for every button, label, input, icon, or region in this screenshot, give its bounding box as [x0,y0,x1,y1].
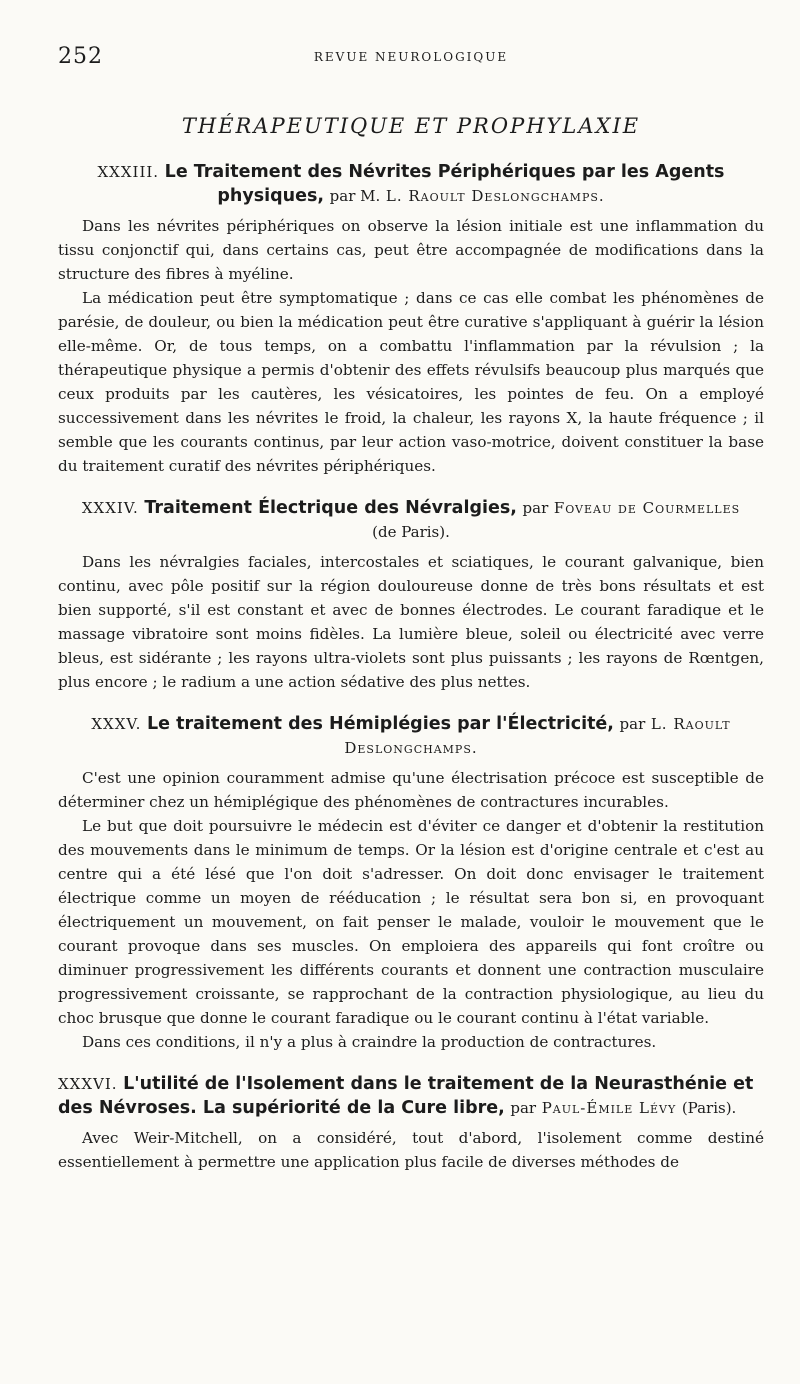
article-heading [58,160,764,208]
paragraph: Avec Weir-Mitchell, on a considéré, tout d'abord, l'isolement comme destiné essentiellement à permettre une application plus facile de diverses méthodes de [58,1129,764,1171]
paragraph: Dans ces conditions, il n'y a plus à craindre la production de contractures. [82,1033,657,1051]
journal-page [58,44,764,1192]
article-number: XXXV. [91,715,142,733]
paragraph: Le but que doit poursuivre le médecin est d'éviter ce danger et d'obtenir la restitution des mouvements dans le minimum de temps. Or la lésion est d'origine centrale et c'est au centre qui a été lésé que l'on doit s'adresser. On doit donc envisager le traitement électrique comme un moyen de rééducation ; le résultat sera bon si, en provoquant électriquement un mouvement, on fait penser le malade, vouloir le mouvement que le courant provoque dans ses muscles. On emploiera des appareils qui font croître ou diminuer progressivement les différents courants et donnent une contraction musculaire progressivement croissante, se rapprochant de la contraction physiologique, au lieu du choc brusque que donne le courant faradique ou le courant continu à l'état variable. [58,817,764,1027]
article-heading [58,496,764,544]
article-by: par [619,715,646,733]
article-number: XXXVI. [58,1075,118,1093]
paragraph: Dans les névralgies faciales, intercostales et sciatiques, le courant galvanique, bien continu, avec pôle positif sur la région douloureuse donne de très bons résultats et est bien supporté, s'il est constant et avec de bonnes électrodes. Le courant faradique et le massage vibratoire sont moins fidèles. La lumière bleue, soleil ou électricité avec verre bleus, est sidérante ; les rayons ultra-violets sont plus puissants ; les rayons de Rœntgen, plus encore ; le radium a une action sédative des plus nettes. [58,553,764,691]
article-by: par M. [329,187,381,205]
article-title: Traitement Électrique des Névralgies, [144,498,517,518]
running-header [58,44,764,74]
article-title: Le Traitement des Névrites Périphériques par les Agents physiques, [164,162,725,206]
article-number: XXXIII. [97,163,160,181]
article-author: L. Raoult Deslongchamps. [344,715,731,757]
journal-title: REVUE NEUROLOGIQUE [313,50,509,64]
article-xxxv [58,712,764,1054]
article-affiliation: (de Paris). [372,523,450,541]
article-xxxvi [58,1072,764,1174]
article-title: Le traitement des Hémiplégies par l'Électricité, [146,714,614,734]
paragraph: C'est une opinion couramment admise qu'une électrisation précoce est susceptible de déterminer chez un hémiplégique des phénomènes de contractures incurables. [58,769,764,811]
article-author: Foveau de Courmelles [553,499,741,517]
article-author: Paul-Émile Lévy [541,1099,677,1117]
article-by: par [522,499,549,517]
article-heading [58,712,764,760]
article-xxxiii [58,160,764,478]
article-author: L. Raoult Deslongchamps. [385,187,605,205]
paragraph: La médication peut être symptomatique ; dans ce cas elle combat les phénomènes de parésie, de douleur, ou bien la médication peut être curative s'appliquant à guérir la lésion elle-même. Or, de tous temps, on a combattu l'inflammation par la révulsion ; la thérapeutique physique a permis d'obtenir des effets révulsifs beaucoup plus marqués que ceux produits par les cautères, les vésicatoires, les pointes de feu. On a employé successivement dans les névrites le froid, la chaleur, les rayons X, la haute fréquence ; il semble que les courants continus, par leur action vaso-motrice, doivent constituer la base du traitement curatif des névrites périphériques. [58,289,764,475]
paragraph: Dans les névrites périphériques on observe la lésion initiale est une inflammation du tissu conjonctif qui, dans certains cas, peut être accompagnée de modifications dans la structure des fibres à myéline. [58,217,764,283]
section-title: THÉRAPEUTIQUE ET PROPHYLAXIE [181,114,641,138]
page-number: 252 [58,44,103,69]
article-affiliation: (Paris). [681,1099,737,1117]
article-xxxiv [58,496,764,694]
article-heading [58,1072,764,1120]
article-by: par [510,1099,537,1117]
article-number: XXXIV. [81,499,139,517]
article-title: L'utilité de l'Isolement dans le traitement de la Neurasthénie et des Névroses. La supériorité de la Cure libre, [58,1074,754,1118]
